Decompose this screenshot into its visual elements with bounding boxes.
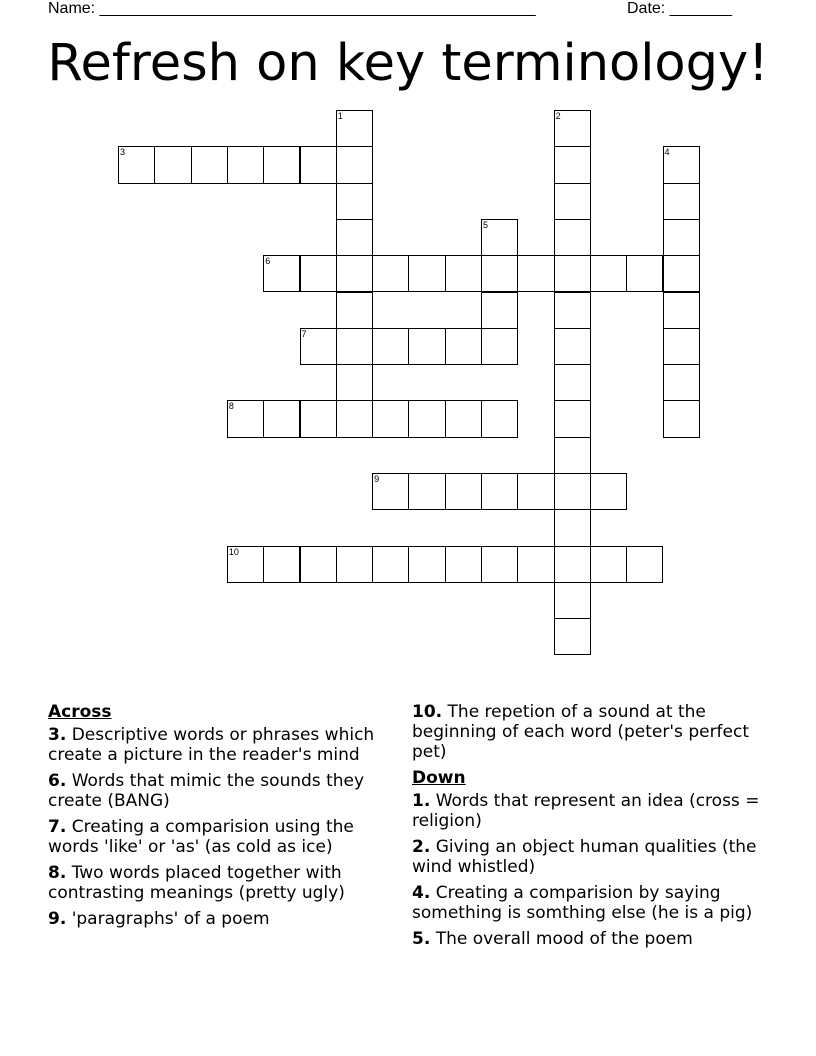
- name-field-label: Name: _________________________________________________: [48, 0, 536, 17]
- grid-cell[interactable]: [408, 255, 445, 292]
- grid-cell[interactable]: [336, 255, 373, 292]
- clue-down-1: [412, 791, 782, 831]
- grid-cell[interactable]: [590, 473, 627, 510]
- clue-text: Words that mimic the sounds they create (BANG): [48, 771, 365, 811]
- grid-cell[interactable]: [663, 364, 700, 401]
- grid-cell[interactable]: [663, 292, 700, 329]
- grid-cell[interactable]: [372, 546, 409, 583]
- clue-down-2: [412, 837, 782, 877]
- grid-cell[interactable]: [408, 473, 445, 510]
- grid-cell[interactable]: [154, 146, 191, 183]
- grid-cell[interactable]: [445, 328, 482, 365]
- grid-cell[interactable]: [481, 546, 518, 583]
- clue-number: 7.: [48, 817, 67, 837]
- cell-number: 9: [374, 474, 380, 484]
- grid-cell[interactable]: [626, 255, 663, 292]
- grid-cell[interactable]: [336, 546, 373, 583]
- grid-cell[interactable]: [663, 400, 700, 437]
- cell-number: 3: [120, 147, 126, 158]
- grid-cell[interactable]: [336, 364, 373, 401]
- cell-number: 1: [337, 111, 343, 121]
- grid-cell[interactable]: [481, 292, 518, 329]
- cell-number: 2: [555, 111, 561, 121]
- clues-column-right: [412, 702, 782, 955]
- clue-number: 1.: [412, 791, 431, 811]
- clue-number: 9.: [48, 909, 67, 929]
- grid-cell[interactable]: [300, 400, 337, 437]
- grid-cell[interactable]: [554, 183, 591, 220]
- clue-across-3: [48, 725, 398, 765]
- clue-text: The overall mood of the poem: [435, 929, 693, 949]
- grid-cell[interactable]: [300, 146, 337, 183]
- clue-number: 4.: [412, 883, 431, 903]
- grid-cell[interactable]: [445, 473, 482, 510]
- grid-cell[interactable]: [554, 364, 591, 401]
- grid-cell[interactable]: [554, 146, 591, 183]
- grid-cell[interactable]: [445, 546, 482, 583]
- clue-across-8: [48, 863, 398, 903]
- clue-number: 8.: [48, 863, 67, 883]
- grid-cell[interactable]: [372, 400, 409, 437]
- grid-cell[interactable]: [554, 255, 591, 292]
- down-heading: Down: [412, 768, 466, 788]
- grid-cell[interactable]: [590, 546, 627, 583]
- grid-cell[interactable]: [445, 255, 482, 292]
- cell-number: 4: [664, 147, 670, 158]
- clue-number: 10.: [412, 702, 443, 722]
- cell-number: 8: [228, 401, 234, 412]
- grid-cell[interactable]: [554, 328, 591, 365]
- clue-number: 6.: [48, 771, 67, 791]
- grid-cell[interactable]: [517, 546, 554, 583]
- grid-cell[interactable]: [227, 400, 264, 437]
- grid-cell[interactable]: [263, 255, 300, 292]
- grid-cell[interactable]: [336, 146, 373, 183]
- date-field-label: Date: _______: [627, 0, 732, 17]
- grid-cell[interactable]: [626, 546, 663, 583]
- cell-number: 6: [265, 256, 271, 267]
- grid-cell[interactable]: [227, 146, 264, 183]
- clue-text: Two words placed together with contrasting meanings (pretty ugly): [48, 863, 345, 903]
- grid-cell[interactable]: [517, 255, 554, 292]
- clue-across-7: [48, 817, 398, 857]
- grid-cell[interactable]: [336, 328, 373, 365]
- grid-cell[interactable]: [663, 219, 700, 256]
- grid-cell[interactable]: [481, 219, 518, 256]
- grid-cell[interactable]: [554, 110, 591, 147]
- clue-text: 'paragraphs' of a poem: [71, 909, 270, 929]
- grid-cell[interactable]: [554, 582, 591, 619]
- clue-number: 2.: [412, 837, 431, 857]
- grid-cell[interactable]: [372, 328, 409, 365]
- grid-cell[interactable]: [372, 255, 409, 292]
- grid-cell[interactable]: [554, 546, 591, 583]
- grid-cell[interactable]: [263, 546, 300, 583]
- clue-across-10: [412, 702, 782, 762]
- grid-cell[interactable]: [408, 546, 445, 583]
- grid-cell[interactable]: [663, 255, 700, 292]
- grid-cell[interactable]: [554, 400, 591, 437]
- grid-cell[interactable]: [663, 146, 700, 183]
- grid-cell[interactable]: [481, 400, 518, 437]
- grid-cell[interactable]: [336, 110, 373, 147]
- grid-cell[interactable]: [336, 183, 373, 220]
- clue-across-6: [48, 771, 398, 811]
- clues-column-left: [48, 702, 398, 935]
- clue-text: Giving an object human qualities (the wind whistled): [412, 837, 757, 877]
- grid-cell[interactable]: [663, 183, 700, 220]
- grid-cell[interactable]: [118, 146, 155, 183]
- cell-number: 5: [483, 219, 489, 230]
- clue-down-5: [412, 929, 782, 949]
- grid-cell[interactable]: [590, 255, 627, 292]
- clue-across-9: [48, 909, 398, 929]
- grid-cell[interactable]: [336, 292, 373, 329]
- grid-cell[interactable]: [554, 509, 591, 546]
- grid-cell[interactable]: [554, 292, 591, 329]
- grid-cell[interactable]: [517, 473, 554, 510]
- clue-number: 3.: [48, 725, 67, 745]
- clue-text: Words that represent an idea (cross = religion): [412, 791, 760, 831]
- grid-cell[interactable]: [336, 400, 373, 437]
- grid-cell[interactable]: [227, 546, 264, 583]
- grid-cell[interactable]: [300, 328, 337, 365]
- cell-number: 7: [301, 328, 307, 339]
- grid-cell[interactable]: [300, 546, 337, 583]
- cell-number: 10: [228, 546, 239, 557]
- clue-text: The repetion of a sound at the beginning of each word (peter's perfect pet): [412, 702, 750, 762]
- grid-cell[interactable]: [263, 146, 300, 183]
- grid-cell[interactable]: [481, 473, 518, 510]
- grid-cell[interactable]: [408, 400, 445, 437]
- grid-cell[interactable]: [408, 328, 445, 365]
- grid-cell[interactable]: [263, 400, 300, 437]
- clue-text: Creating a comparision by saying something is somthing else (he is a pig): [412, 883, 753, 923]
- grid-cell[interactable]: [300, 255, 337, 292]
- grid-cell[interactable]: [191, 146, 228, 183]
- grid-cell[interactable]: [554, 219, 591, 256]
- clue-text: Creating a comparision using the words 'like' or 'as' (as cold as ice): [48, 817, 354, 857]
- across-heading: Across: [48, 702, 112, 722]
- clue-text: Descriptive words or phrases which create a picture in the reader's mind: [48, 725, 375, 765]
- grid-cell[interactable]: [372, 473, 409, 510]
- grid-cell[interactable]: [445, 400, 482, 437]
- grid-cell[interactable]: [554, 618, 591, 655]
- grid-cell[interactable]: [554, 437, 591, 474]
- grid-cell[interactable]: [336, 219, 373, 256]
- clue-number: 5.: [412, 929, 431, 949]
- grid-cell[interactable]: [481, 328, 518, 365]
- grid-cell[interactable]: [481, 255, 518, 292]
- clue-down-4: [412, 883, 782, 923]
- grid-cell[interactable]: [554, 473, 591, 510]
- page-title: Refresh on key terminology!: [47, 34, 769, 93]
- grid-cell[interactable]: [663, 328, 700, 365]
